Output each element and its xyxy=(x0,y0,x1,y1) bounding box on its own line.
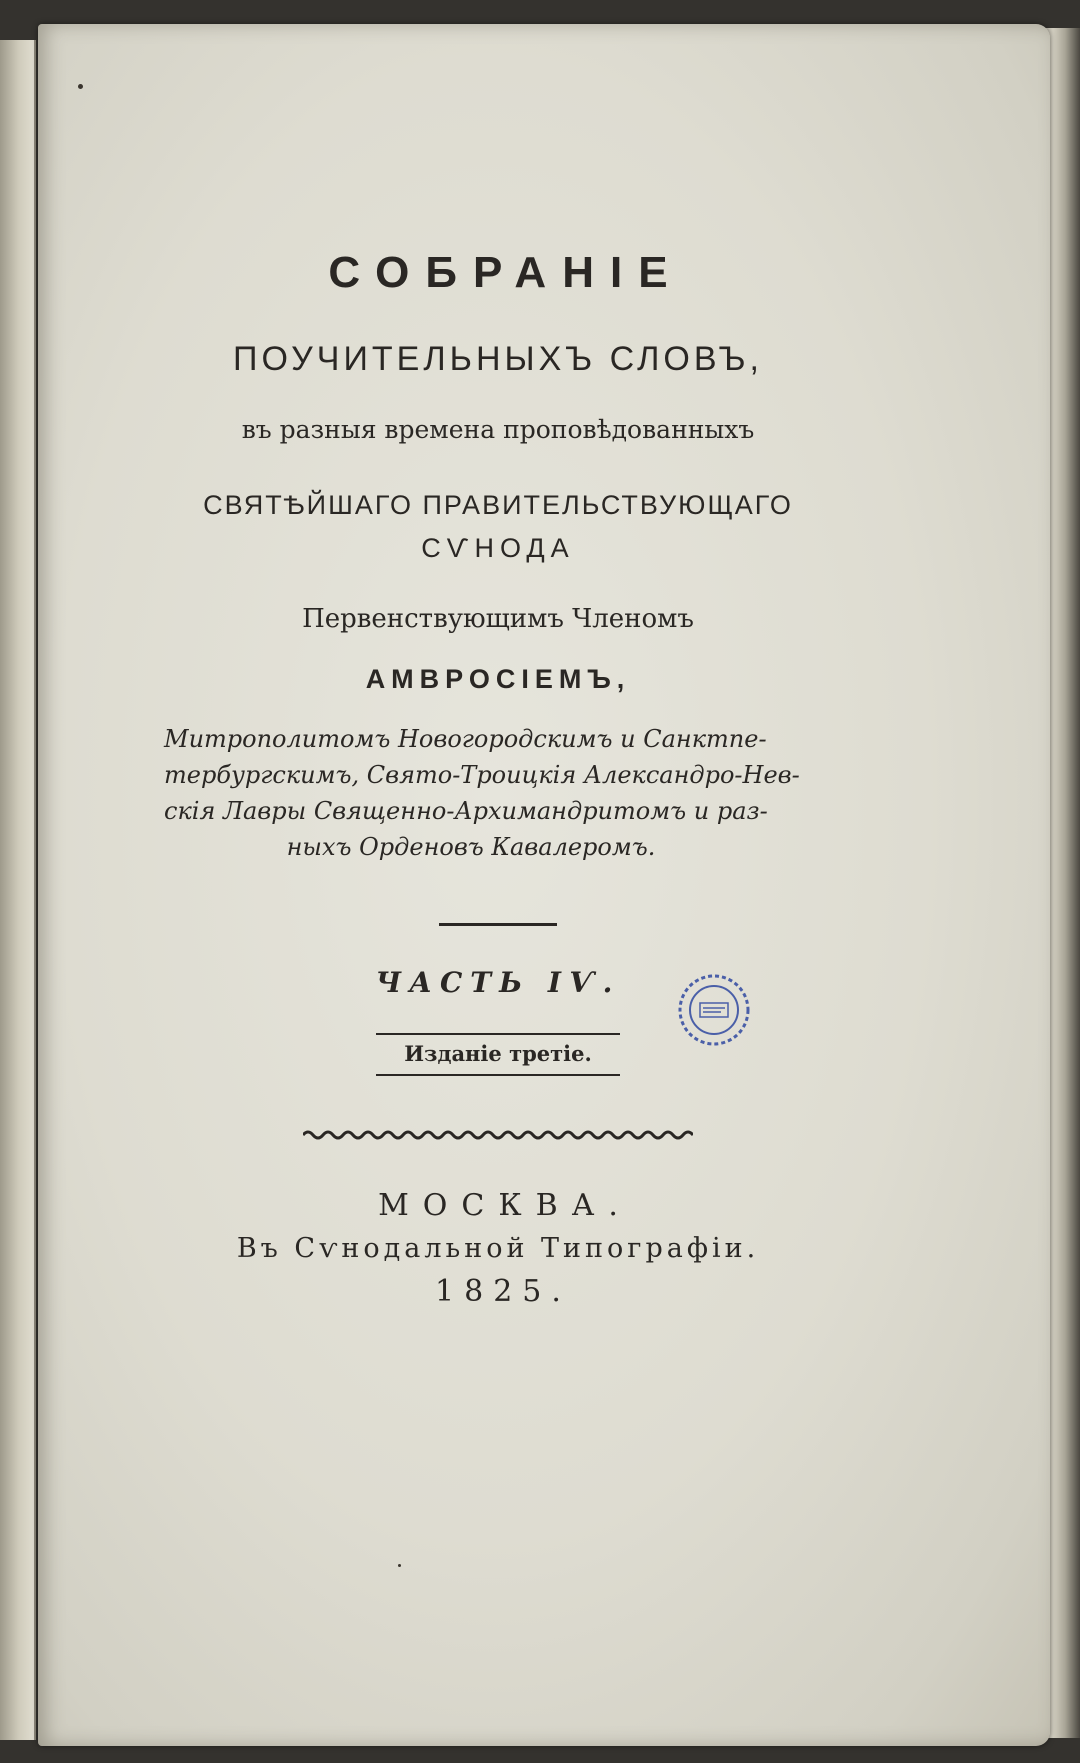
member-line: Первенствующимъ Членомъ xyxy=(302,604,694,634)
author-titles xyxy=(158,721,838,865)
ornamental-wave-rule xyxy=(303,1128,693,1142)
preached-line: въ разныя времена проповѣдованныхъ xyxy=(241,415,755,444)
imprint-press: Въ Сѵнодальной Типографіи. xyxy=(236,1233,760,1264)
book-title: СОБРАНІЕ xyxy=(328,248,684,297)
section-divider xyxy=(439,923,557,926)
author-titles-line: Митрополитомъ Новогородскимъ и Санктпе- xyxy=(164,725,767,753)
edition-box xyxy=(376,1033,620,1076)
author-titles-line: скія Лавры Священно-Архимандритомъ и раз- xyxy=(164,797,768,825)
imprint-year: 1825. xyxy=(435,1274,571,1309)
book-subtitle: ПОУЧИТЕЛЬНЫХЪ СЛОВЪ, xyxy=(233,340,763,378)
edition-label: Изданіе третіе. xyxy=(404,1041,592,1066)
title-page-content xyxy=(158,224,838,1309)
title-page xyxy=(38,24,1050,1746)
author-titles-line: ныхъ Орденовъ Кавалеромъ. xyxy=(286,833,656,861)
part-number: ЧАСТЬ IѴ. xyxy=(375,966,621,999)
synod-line-2: СѴНОДА xyxy=(421,533,575,563)
author-name: АМВРОСІЕМЪ, xyxy=(365,664,631,694)
paper-spot xyxy=(78,84,83,89)
library-stamp-icon xyxy=(676,972,752,1048)
imprint-city: МОСКВА. xyxy=(378,1188,632,1223)
synod-line-1: СВЯТѢЙШАГО ПРАВИТЕЛЬСТВУЮЩАГО xyxy=(203,490,793,520)
facing-page-edge xyxy=(0,40,36,1740)
author-titles-line: тербургскимъ, Свято-Троицкія Александро-Нев- xyxy=(164,761,800,789)
paper-spot xyxy=(398,1564,401,1567)
